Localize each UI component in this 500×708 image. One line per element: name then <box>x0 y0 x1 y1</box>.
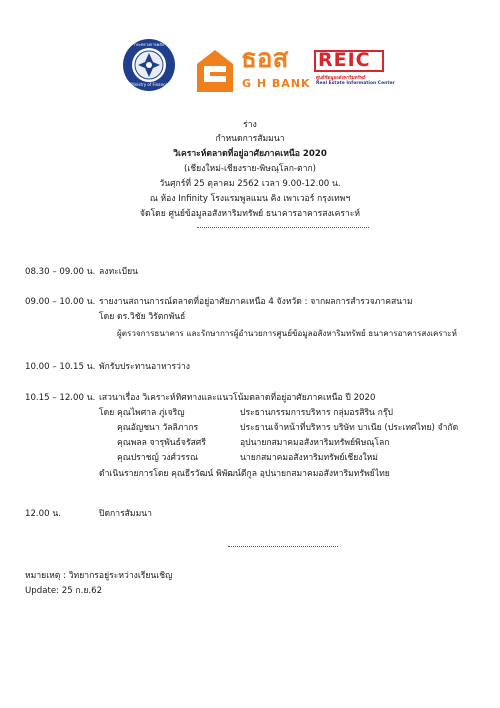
speaker-role: ผู้ตรวจการธนาคาร และรักษาการผู้อำนวยการศูนย์ข้อมูลอสังหาริมทรัพย์ ธนาคารอาคารสงเคราะห์ <box>117 328 457 338</box>
seminar-datetime: วันศุกร์ที่ 25 ตุลาคม 2562 เวลา 9.00-12.00 น. <box>159 179 341 189</box>
agenda-text: รายงานสถานการณ์ตลาดที่อยู่อาศัยภาคเหนือ 4 จังหวัด : จากผลการสำรวจภาคสนาม <box>99 297 413 307</box>
agenda-time: 09.00 – 10.00 น. <box>25 297 96 307</box>
panelist-role: อุปนายกสมาคมอสังหาริมทรัพย์พิษณุโลก <box>240 438 390 448</box>
reic-wordmark: REIC <box>318 49 371 71</box>
agenda-text: พักรับประทานอาหารว่าง <box>99 362 190 372</box>
panelist-role: ประธานเจ้าหน้าที่บริหาร บริษัท บาเนีย (ประเทศไทย) จำกัด <box>240 423 459 433</box>
seminar-venue: ณ ห้อง Infinity โรงแรมพูลแมน คิง เพาเวอร์ กรุงเทพฯ <box>149 194 351 204</box>
agenda-time: 12.00 น. <box>25 509 61 519</box>
panelist-name: คุณอัญชนา วัลลิภากร <box>117 423 199 433</box>
seminar-organizer: จัดโดย ศูนย์ข้อมูลอสังหาริมทรัพย์ ธนาคารอาคารสงเคราะห์ <box>139 209 361 219</box>
header-divider <box>197 227 369 228</box>
seminar-provinces: (เชียงใหม่-เชียงราย-พิษณุโลก-ตาก) <box>183 164 316 174</box>
moderator-line: ดำเนินรายการโดย คุณธีรวัฒน์ พิพัฒน์ตีกูล อุปนายกสมาคมอสังหาริมทรัพย์ไทย <box>99 469 390 479</box>
footer-divider <box>228 546 338 547</box>
agenda-text: เสวนาเรื่อง วิเคราะห์ทิศทางและแนวโน้มตลาดที่อยู่อาศัยภาคเหนือ ปี 2020 <box>99 393 376 403</box>
panelist-role: ประธานกรรมการบริหาร กลุ่มอรสิริน กรุ๊ป <box>240 408 393 418</box>
agenda-time: 10.00 – 10.15 น. <box>25 362 96 372</box>
speaker-name: ดร.วิชัย วิรัตกพันธ์ <box>117 312 186 322</box>
by-label: โดย <box>99 312 115 322</box>
gh-bank-thai-wordmark: ธอส <box>241 44 289 74</box>
update-text: Update: 25 ก.ย.62 <box>25 586 103 596</box>
panelist-role: นายกสมาคมอสังหาริมทรัพย์เชียงใหม่ <box>240 453 378 463</box>
panelist-name: คุณพลล จารุพันธ์จรัสศรี <box>117 438 206 448</box>
by-label: โดย <box>99 408 115 418</box>
agenda-time: 08.30 – 09.00 น. <box>25 267 96 277</box>
agenda-text: ลงทะเบียน <box>99 267 139 277</box>
reic-english-name: Real Estate Information Center <box>316 81 395 86</box>
agenda-text: ปิดการสัมมนา <box>99 509 152 519</box>
agenda-time: 10.15 – 12.00 น. <box>25 393 96 403</box>
mof-logo-text-bottom: Ministry of Finance <box>130 82 168 87</box>
seminar-title: วิเคราะห์ตลาดที่อยู่อาศัยภาคเหนือ 2020 <box>173 149 327 159</box>
panelist-name: คุณปราชญ์ วงศ์วรรณ <box>117 453 199 463</box>
mof-logo-text-top: กระทรวงการคลัง <box>134 42 164 47</box>
reic-thai-name: ศูนย์ข้อมูลอสังหาริมทรัพย์ <box>316 76 366 81</box>
schedule-label: กำหนดการสัมมนา <box>215 134 285 144</box>
draft-label: ร่าง <box>243 120 257 130</box>
note-text: หมายเหตุ : วิทยากรอยู่ระหว่างเรียนเชิญ <box>25 571 173 581</box>
panelist-name: คุณไพศาล ภู่เจริญ <box>117 408 185 418</box>
gh-bank-english-wordmark: G H BANK <box>242 77 311 90</box>
